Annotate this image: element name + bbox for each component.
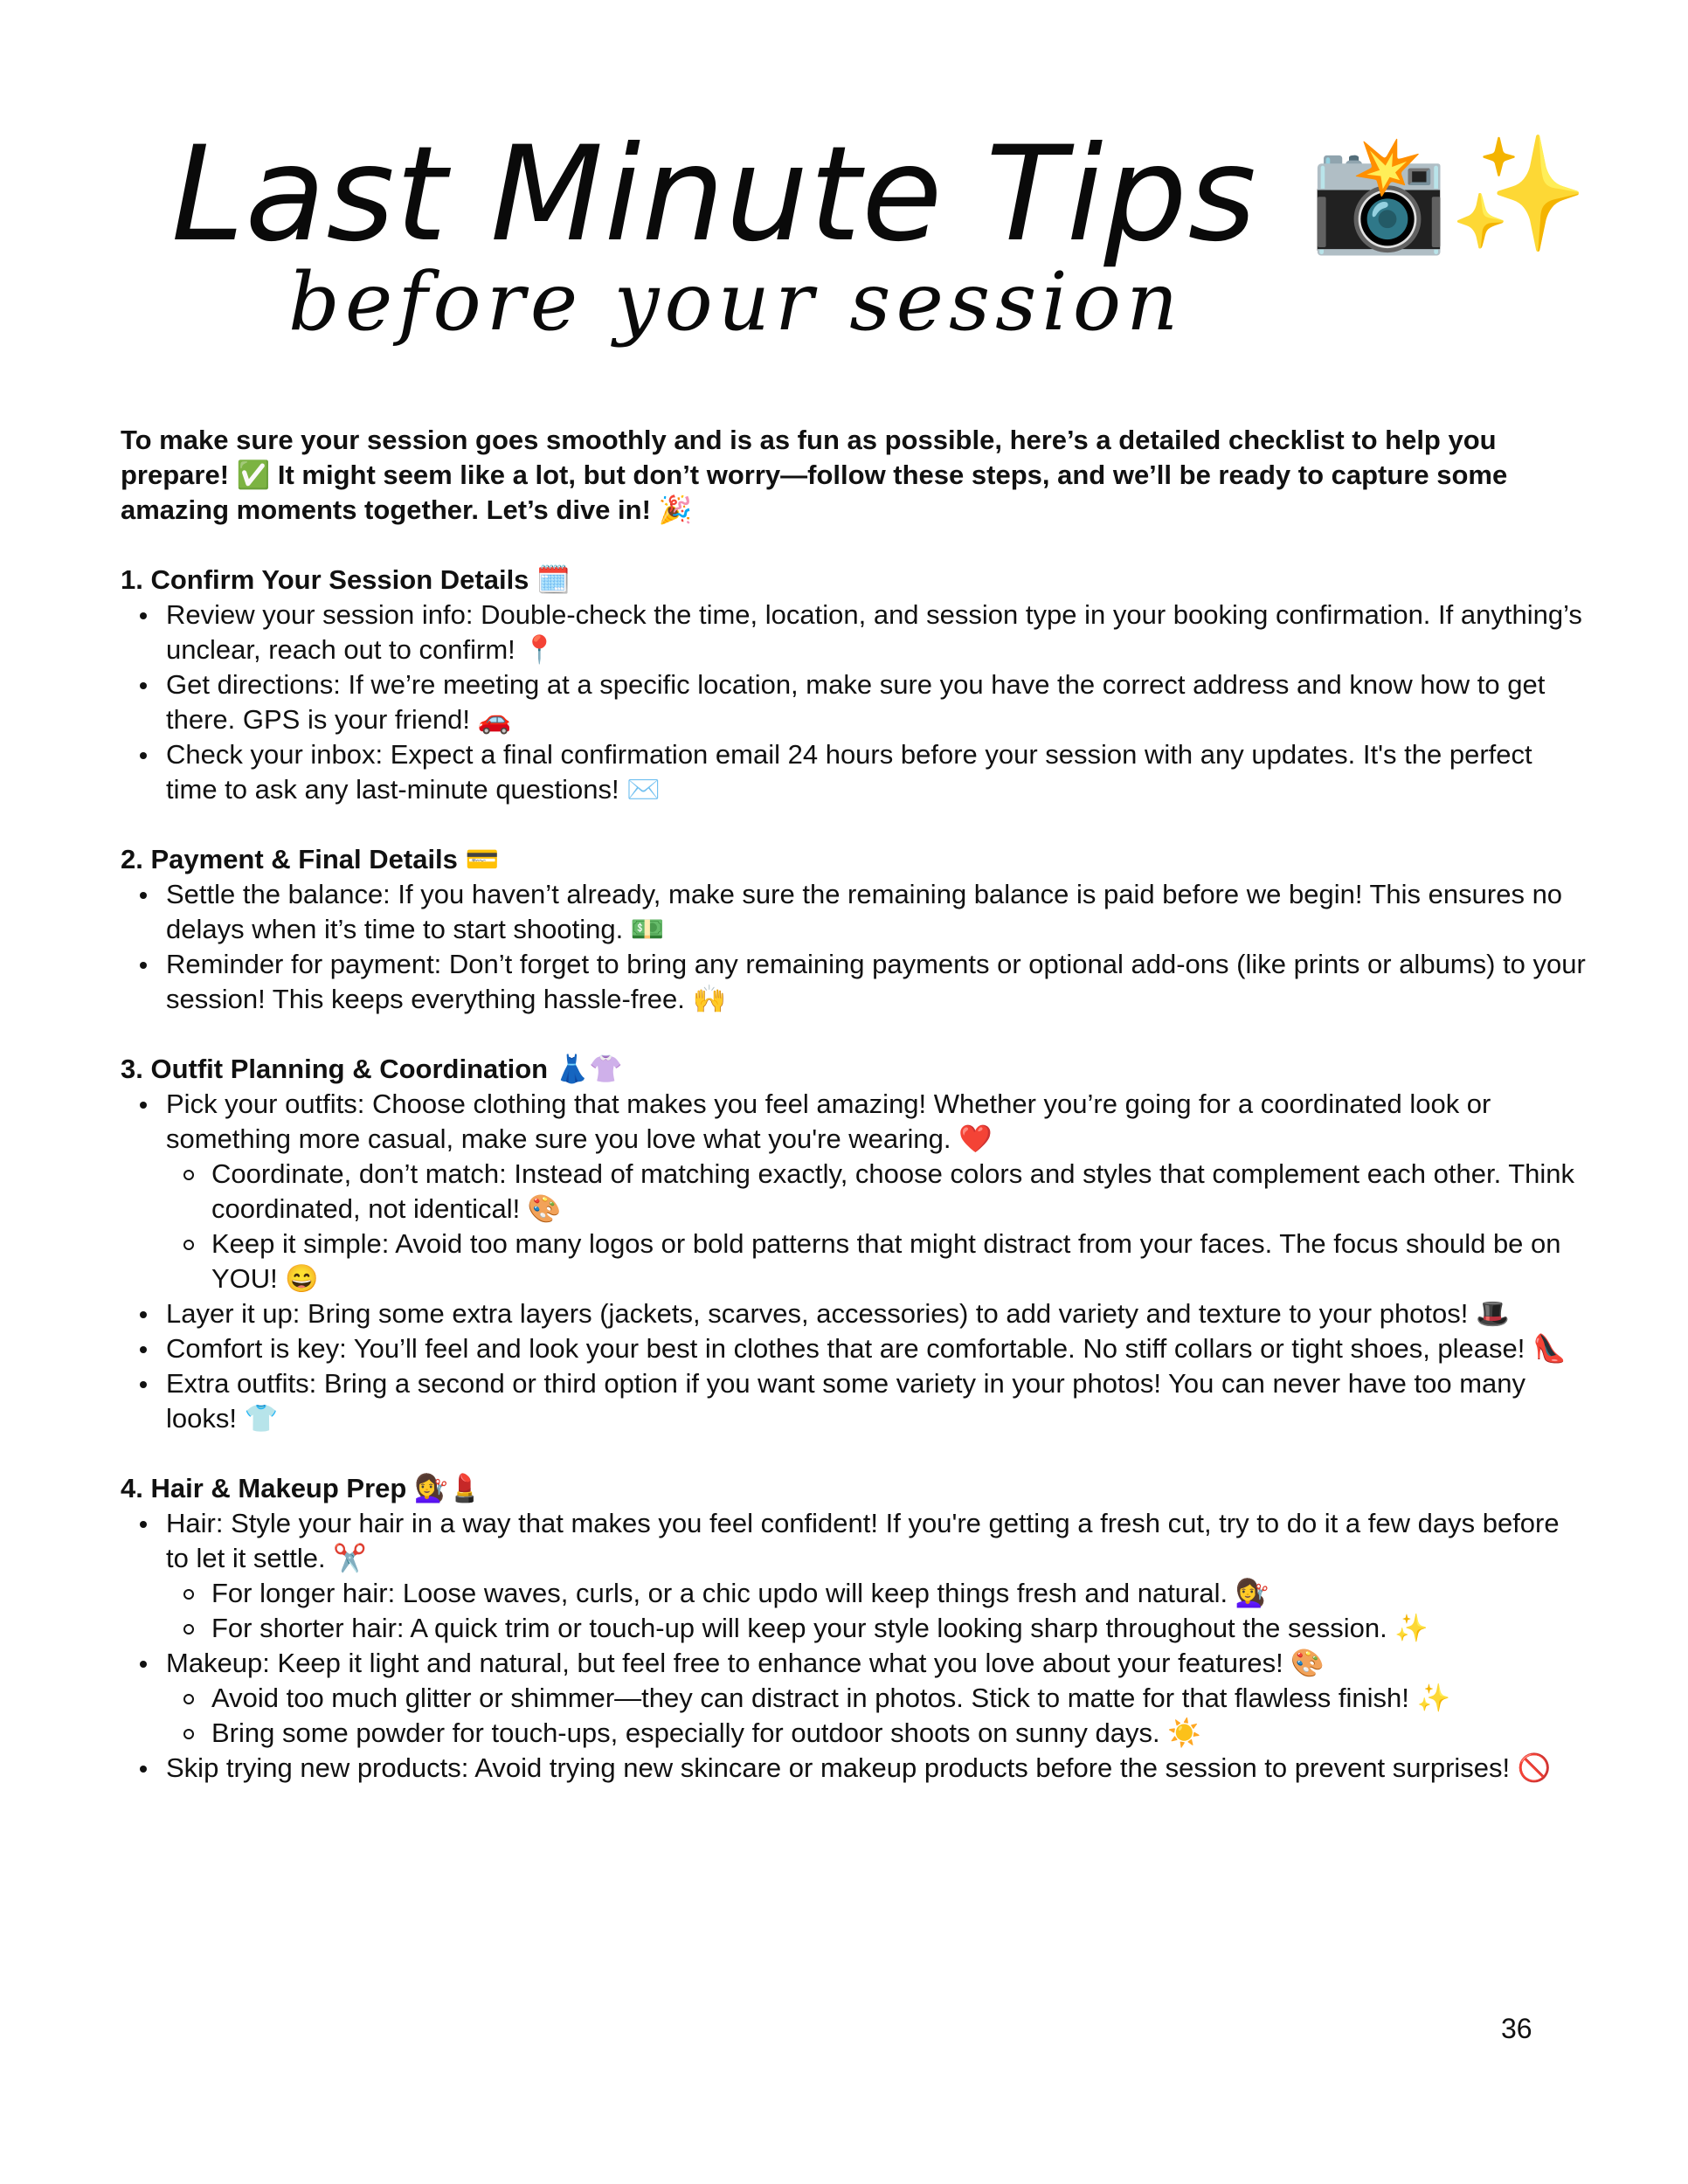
sub-list-item: Keep it simple: Avoid too many logos or bold patterns that might distract from your faces. The focus should be on YOU! 😄 <box>166 1227 1588 1296</box>
sub-bullet-list <box>166 1576 1588 1646</box>
list-item <box>121 1506 1588 1646</box>
list-item: Extra outfits: Bring a second or third option if you want some variety in your photos! You can never have too many looks! 👕 <box>121 1366 1588 1436</box>
page-title: Last Minute Tips <box>171 119 1257 271</box>
list-item: Skip trying new products: Avoid trying new skincare or makeup products before the session to prevent surprises! 🚫 <box>121 1751 1588 1786</box>
camera-flash-icon: 📸 <box>1309 129 1449 259</box>
section-heading: 2. Payment & Final Details 💳 <box>121 844 500 874</box>
list-item: Reminder for payment: Don’t forget to bring any remaining payments or optional add-ons (like prints or albums) to your session! This keeps everything hassle-free. 🙌 <box>121 947 1588 1017</box>
sub-bullet-list <box>166 1681 1588 1751</box>
list-item <box>121 1087 1588 1296</box>
section-outfit-planning <box>121 1052 1588 1436</box>
bullet-list <box>121 1506 1588 1786</box>
checklist-content <box>121 423 1588 1786</box>
page-number: 36 <box>1501 2013 1532 2044</box>
sub-list-item: For longer hair: Loose waves, curls, or a chic updo will keep things fresh and natural. 💇‍♀️ <box>166 1576 1588 1611</box>
page-subtitle: before your session <box>288 255 1184 349</box>
sub-list-item: Coordinate, don’t match: Instead of matching exactly, choose colors and styles that complement each other. Think coordinated, not identical! 🎨 <box>166 1157 1588 1227</box>
intro-paragraph: To make sure your session goes smoothly and is as fun as possible, here’s a detailed checklist to help you prepare! ✅ It might seem like a lot, but don’t worry—follow these steps, and we’ll be ready to capture some amazing moments together. Let’s dive in! 🎉 <box>121 425 1508 525</box>
list-item: Layer it up: Bring some extra layers (jackets, scarves, accessories) to add variety and texture to your photos! 🎩 <box>121 1296 1588 1331</box>
title-icons <box>1309 129 1588 259</box>
title-row <box>171 112 1588 278</box>
sub-bullet-list <box>166 1157 1588 1296</box>
list-item: Check your inbox: Expect a final confirmation email 24 hours before your session with any updates. It's the perfect time to ask any last-minute questions! ✉️ <box>121 737 1588 807</box>
bullet-list <box>121 598 1588 807</box>
section-heading: 3. Outfit Planning & Coordination 👗👚 <box>121 1054 623 1084</box>
list-item-text: Hair: Style your hair in a way that makes you feel confident! If you're getting a fresh cut, try to do it a few days before to let it settle. ✂️ <box>166 1508 1560 1573</box>
section-heading: 1. Confirm Your Session Details 🗓️ <box>121 564 571 595</box>
bullet-list <box>121 877 1588 1017</box>
list-item: Get directions: If we’re meeting at a specific location, make sure you have the correct address and know how to get there. GPS is your friend! 🚗 <box>121 667 1588 737</box>
sparkles-icon: ✨ <box>1449 129 1588 259</box>
list-item-text: Pick your outfits: Choose clothing that makes you feel amazing! Whether you’re going for a coordinated look or something more casual, make sure you love what you're wearing. ❤️ <box>166 1089 1491 1154</box>
list-item: Comfort is key: You’ll feel and look your best in clothes that are comfortable. No stiff collars or tight shoes, please! 👠 <box>121 1331 1588 1366</box>
section-heading: 4. Hair & Makeup Prep 💇‍♀️💄 <box>121 1473 482 1503</box>
list-item: Settle the balance: If you haven’t already, make sure the remaining balance is paid before we begin! This ensures no delays when it’s time to start shooting. 💵 <box>121 877 1588 947</box>
sub-list-item: For shorter hair: A quick trim or touch-up will keep your style looking sharp throughout the session. ✨ <box>166 1611 1588 1646</box>
bullet-list <box>121 1087 1588 1436</box>
sub-list-item: Bring some powder for touch-ups, especially for outdoor shoots on sunny days. ☀️ <box>166 1716 1588 1751</box>
list-item <box>121 1646 1588 1751</box>
section-hair-makeup <box>121 1471 1588 1786</box>
list-item: Review your session info: Double-check the time, location, and session type in your booking confirmation. If anything’s unclear, reach out to confirm! 📍 <box>121 598 1588 667</box>
sub-list-item: Avoid too much glitter or shimmer—they can distract in photos. Stick to matte for that flawless finish! ✨ <box>166 1681 1588 1716</box>
section-confirm-details <box>121 563 1588 807</box>
section-payment <box>121 842 1588 1017</box>
list-item-text: Makeup: Keep it light and natural, but feel free to enhance what you love about your features! 🎨 <box>166 1648 1325 1678</box>
